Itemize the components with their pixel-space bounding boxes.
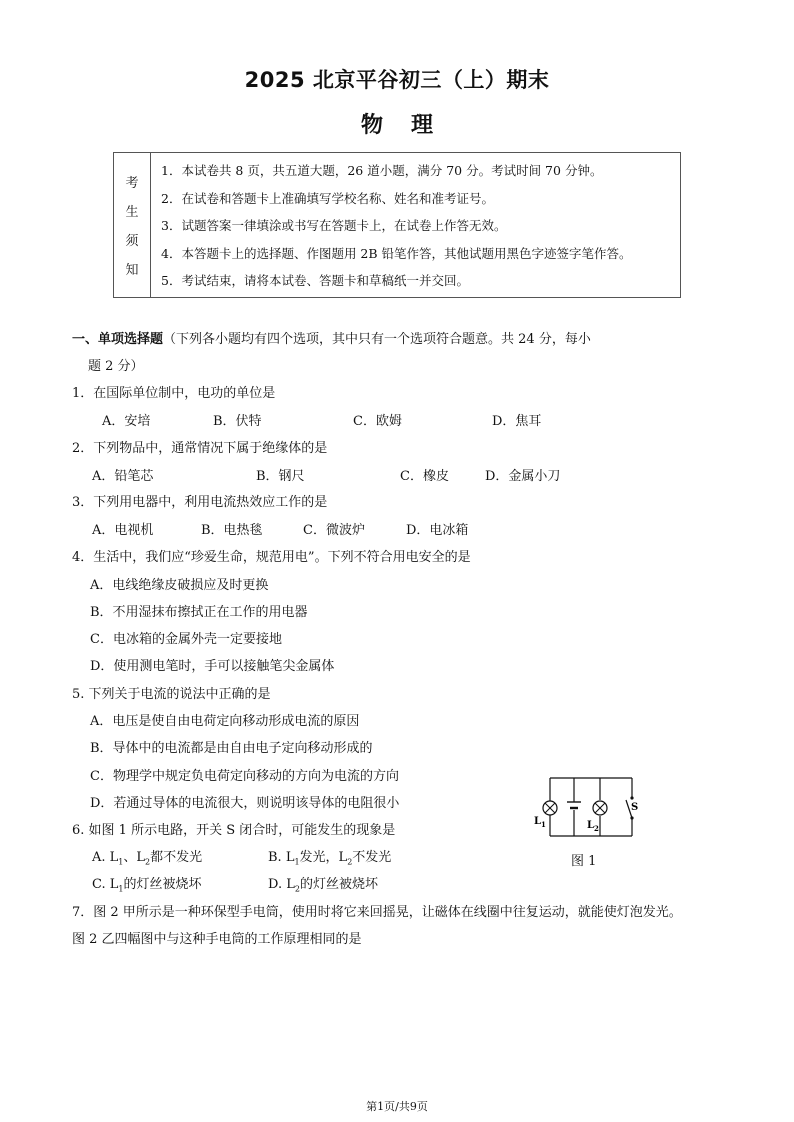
- label-s: S: [631, 802, 639, 813]
- label-l1: $L_1$: [534, 816, 546, 829]
- section-heading: [72, 328, 591, 347]
- lamp-l1-icon: [543, 801, 557, 815]
- q6-option-a: A. $L_1$、$L_2$都不发光: [92, 850, 203, 867]
- notice-item: 3．试题答案一律填涂或书写在答题卡上，在试卷上作答无效。: [161, 218, 507, 233]
- notice-label: [114, 153, 151, 297]
- q3-option-a: A．电视机: [92, 523, 154, 538]
- figure-1-caption: 图 1: [571, 854, 597, 869]
- q3-option-b: B．电热毯: [201, 523, 263, 538]
- exam-notice-box: [113, 152, 681, 298]
- q5-option-d: D．若通过导体的电流很大，则说明该导体的电阻很小: [90, 796, 400, 811]
- notice-label-char: 生: [125, 205, 139, 220]
- switch-contact-top: [630, 796, 633, 799]
- q1-option-d: D．焦耳: [492, 414, 542, 429]
- subject-title: 物理: [360, 113, 461, 138]
- notice-items: [151, 153, 680, 297]
- q5-option-a: A．电压是使自由电荷定向移动形成电流的原因: [90, 714, 360, 729]
- question-7-stem-line2: 图 2 乙四幅图中与这种手电筒的工作原理相同的是: [72, 932, 362, 947]
- page-footer: 第1页/共9页: [366, 1100, 428, 1113]
- q6-option-d: D. $L_2$的灯丝被烧坏: [268, 877, 378, 894]
- question-1-stem: 1．在国际单位制中，电功的单位是: [72, 386, 276, 401]
- q4-option-c: C．电冰箱的金属外壳一定要接地: [90, 632, 282, 647]
- notice-item: 1．本试卷共 8 页，共五道大题，26 道小题，满分 70 分。考试时间 70 分钟。: [161, 163, 603, 178]
- section-desc-cont: 题 2 分）: [88, 359, 144, 374]
- notice-item: 5．考试结束，请将本试卷、答题卡和草稿纸一并交回。: [161, 273, 469, 288]
- q4-option-b: B．不用湿抹布擦拭正在工作的用电器: [90, 605, 308, 620]
- lamp-l2-icon: [593, 801, 607, 815]
- notice-label-char: 知: [125, 263, 139, 278]
- question-2-stem: 2．下列物品中，通常情况下属于绝缘体的是: [72, 441, 328, 456]
- question-3-stem: 3．下列用电器中，利用电流热效应工作的是: [72, 495, 328, 510]
- page-title: 2025 北京平谷初三（上）期末: [244, 68, 550, 92]
- label-l2: $L_2$: [587, 820, 599, 833]
- section-title: 一、单项选择题: [72, 332, 164, 347]
- q6-option-b: B. $L_1$发光，$L_2$不发光: [268, 850, 392, 867]
- notice-item: 4．本答题卡上的选择题、作图题用 2B 铅笔作答，其他试题用黑色字迹签字笔作答。: [161, 245, 632, 261]
- q2-option-d: D．金属小刀: [485, 469, 561, 484]
- q6-option-c: C. $L_1$的灯丝被烧坏: [92, 877, 202, 894]
- notice-label-char: 须: [125, 234, 139, 249]
- q1-option-b: B．伏特: [213, 414, 262, 429]
- q2-option-c: C．橡皮: [400, 469, 449, 484]
- question-4-stem: 4．生活中，我们应“珍爱生命，规范用电”。下列不符合用电安全的是: [72, 550, 471, 565]
- q3-option-d: D．电冰箱: [406, 523, 469, 538]
- q5-option-b: B．导体中的电流都是由自由电子定向移动形成的: [90, 741, 373, 756]
- q1-option-c: C．欧姆: [353, 414, 402, 429]
- q2-option-a: A．铅笔芯: [92, 469, 154, 484]
- q2-option-b: B．钢尺: [256, 469, 305, 484]
- section-desc: （下列各小题均有四个选项，其中只有一个选项符合题意。共 24 分，每小: [163, 332, 591, 347]
- q3-option-c: C．微波炉: [303, 523, 365, 538]
- notice-label-char: 考: [125, 176, 139, 191]
- question-5-stem: 5. 下列关于电流的说法中正确的是: [72, 687, 271, 702]
- switch-contact-bottom: [630, 816, 633, 819]
- notice-item: 2．在试卷和答题卡上准确填写学校名称、姓名和准考证号。: [161, 190, 494, 206]
- q4-option-d: D．使用测电笔时，手可以接触笔尖金属体: [90, 659, 335, 674]
- question-6-stem: 6. 如图 1 所示电路，开关 S 闭合时，可能发生的现象是: [72, 823, 396, 838]
- question-7-stem-line1: 7．图 2 甲所示是一种环保型手电筒，使用时将它来回摇晃，让磁体在线圈中往复运动，就能使灯泡发光。: [72, 905, 682, 920]
- q1-option-a: A．安培: [102, 414, 151, 429]
- q5-option-c: C．物理学中规定负电荷定向移动的方向为电流的方向: [90, 769, 399, 784]
- q4-option-a: A．电线绝缘皮破损应及时更换: [90, 578, 269, 593]
